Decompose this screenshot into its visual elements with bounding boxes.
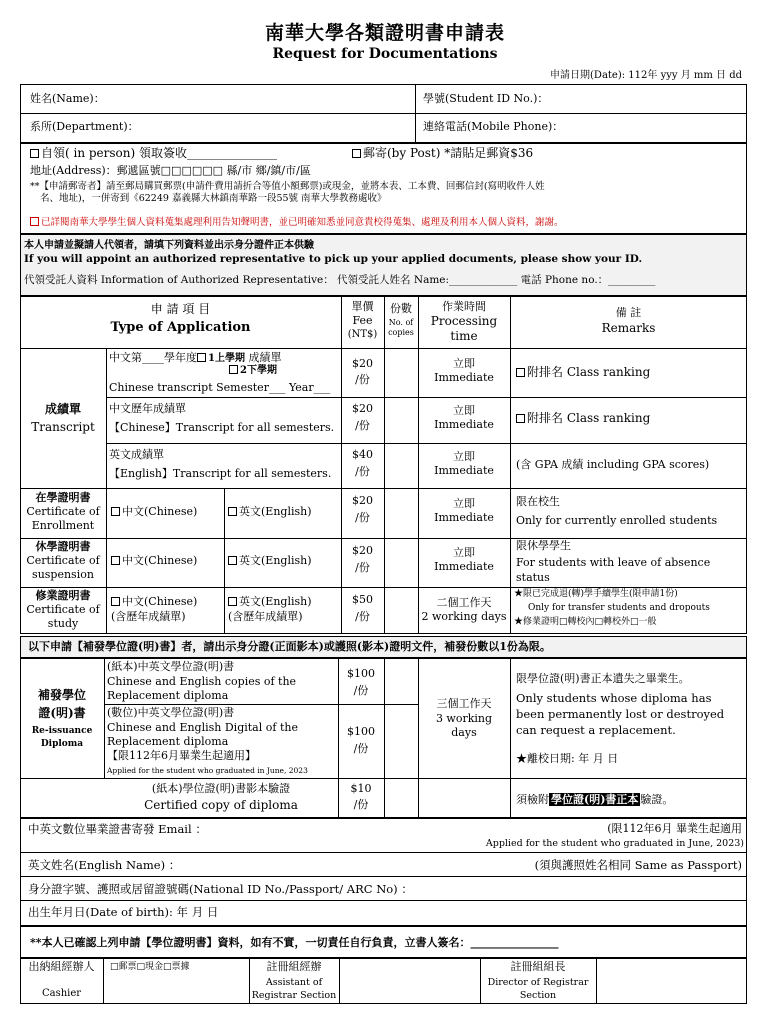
signature-field[interactable]: **本人已確認上列申請【學位證明書】資料，如有不實，一切責任自行負責，立書人簽名：________________ [30,936,559,949]
study-chinese-option[interactable]: 中文(Chinese) [111,595,197,609]
header-remarks-zh: 備 註 [615,306,642,319]
diploma-paper-en1: Chinese and English copies of the [107,675,297,688]
payment-method-options[interactable]: □郵票□現金□票據 [110,962,190,972]
study-label-zh: 修業證明書 [35,589,91,602]
assistant-label-zh: 註冊組經辦 [266,960,322,973]
transcript-english-time-zh: 立即 [453,450,475,463]
diploma-leave-date[interactable]: ★離校日期: 年 月 日 [516,752,619,765]
enrollment-time-zh: 立即 [453,497,475,510]
phone-field[interactable]: 連絡電話(Mobile Phone)： [423,120,564,133]
transcript-all-time-en: Immediate [434,418,494,431]
transcript-semester-option[interactable]: 中文第____學年度 1上學期 成績單 [109,351,282,364]
diploma-paper-fee: $100 [347,667,375,680]
english-name-field[interactable]: 英文姓名(English Name) ： [28,858,181,872]
study-label-en1: Certificate of [26,603,100,616]
cashier-label-en: Cashier [41,988,82,999]
enrollment-time-en: Immediate [434,511,494,524]
study-time-zh: 二個工作天 [436,596,492,609]
transcript-all-unit: /份 [355,419,370,432]
diploma-time-en1: 3 working [435,712,493,725]
transcript-all-time-zh: 立即 [453,404,475,417]
agent-note-en: If you will appoint an authorized representative to pick up your applied documents, please show your ID. [24,253,643,265]
transcript-semester-time-zh: 立即 [453,357,475,370]
diploma-digital-fee: $100 [347,725,375,738]
suspension-remark-zh: 限休學學生 [516,539,571,552]
diploma-remark-zh: 限學位證(明)書正本遺失之畢業生。 [516,672,690,685]
header-remarks-en: Remarks [601,321,656,335]
agent-info-field[interactable]: 代領受託人資料 Information of Authorized Representative： 代領受託人姓名 Name:_____________ 電話 Phone no.：_________ [24,274,656,286]
study-time-en: 2 working days [421,610,507,623]
diploma-copy-zh: (紙本)學位證(明)書影本驗證 [151,782,291,795]
diploma-remark-en3: can request a replacement. [516,723,676,737]
transcript-semester-unit: /份 [355,373,370,386]
diploma-digital-unit: /份 [353,742,369,755]
transcript-english-en: 【English】Transcript for all semesters. [109,467,332,480]
by-post-option[interactable]: 郵寄(by Post) *請貼足郵資$36 [352,146,533,161]
suspension-chinese-option[interactable]: 中文(Chinese) [111,554,197,568]
diploma-label-zh2: 證(明)書 [38,706,86,720]
diploma-digital-limit: 【限112年6月畢業生起適用】 [107,749,256,762]
diploma-copy-remark: 須檢附 學位證(明)書正本 驗證。 [516,793,674,806]
study-label-en2: study [47,617,79,630]
diploma-copy-en: Certified copy of diploma [144,798,298,812]
transcript-english-gpa: (含 GPA 成績 including GPA scores) [516,458,710,471]
email-note-en: Applied for the student who graduated in June, 2023) [485,838,744,849]
enrollment-label-en2: Enrollment [31,519,95,532]
suspension-label-en2: suspension [32,568,94,581]
transcript-semester-time-en: Immediate [434,371,494,384]
suspension-remark-en1: For students with leave of absence [516,556,711,569]
basic-info-box [20,84,747,144]
page-subtitle: Request for Documentations [272,46,498,62]
enrollment-label-zh: 在學證明書 [35,491,91,504]
enrollment-remark-zh: 限在校生 [516,495,560,508]
transcript-semester-ranking[interactable]: 附排名 Class ranking [516,365,650,380]
diploma-paper-en2: Replacement diploma [107,689,229,702]
director-label-zh: 註冊組組長 [510,960,566,973]
transcript-label-zh: 成績單 [44,402,81,416]
diploma-paper-unit: /份 [353,684,369,697]
department-field[interactable]: 系所(Department)： [30,120,139,133]
header-fee-en: Fee [352,314,373,327]
transcript-all-zh: 中文歷年成績單 [109,402,186,415]
transcript-all-fee: $20 [352,402,373,415]
student-id-field[interactable]: 學號(Student ID No.)： [423,92,549,105]
diploma-label-zh1: 補發學位 [37,688,86,702]
study-english-option[interactable]: 英文(English) [228,595,312,609]
assistant-label-en1: Assistant of [265,977,323,988]
transcript-english-zh: 英文成績單 [109,448,164,461]
diploma-notice: 以下申請【補發學位證(明)書】者，請出示身分證(正面影本)或護照(影本)證明文件，補發份數以1份為限。 [28,640,551,653]
header-type-en: Type of Application [110,320,251,335]
transcript-english-fee: $40 [352,448,373,461]
english-name-note: (須與護照姓名相同 Same as Passport) [534,858,742,872]
diploma-copy-fee: $10 [350,782,372,795]
suspension-remark-en2: status [516,571,550,584]
enrollment-fee: $20 [352,494,373,507]
transcript-english-time-en: Immediate [434,464,494,477]
suspension-time-zh: 立即 [453,546,475,559]
assistant-label-en2: Registrar Section [251,990,337,1001]
transcript-all-ranking[interactable]: 附排名 Class ranking [516,411,650,426]
suspension-english-option[interactable]: 英文(English) [228,554,312,568]
study-remark-1: ★限已完成退(轉)學手續學生(限申請1份) [514,589,678,599]
diploma-time-en2: days [451,726,477,739]
header-fee-unit: (NT$) [347,329,378,340]
diploma-paper-zh: (紙本)中英文學位證(明)書 [107,660,235,673]
transcript-semester-2[interactable]: 2下學期 [229,365,277,378]
suspension-label-zh: 休學證明書 [35,540,91,553]
post-note: **【申請郵寄者】請至郵局購買郵票(申請件費用請折合等值小額郵票)或現金，並將本表、工本費、回郵信封(寫明收件人姓 名、地址)，一併寄到《62249 嘉義縣大林鎮南華路一段55號 南華大學教務處收》 [30,181,545,204]
header-time-en: Processing time [430,314,498,343]
privacy-consent[interactable]: 已詳閱南華大學學生個人資料蒐集處理利用告知聲明書，並已明確知悉並同意貴校得蒐集、處理及利用本人個人資料，謝謝。 [30,217,564,229]
diploma-digital-en2: Replacement diploma [107,735,229,748]
study-fee: $50 [352,593,373,606]
enrollment-remark-en: Only for currently enrolled students [516,514,718,527]
diploma-digital-zh: (數位)中英文學位證(明)書 [107,706,235,719]
director-label-en1: Director of Registrar [487,977,589,988]
director-label-en2: Section [519,990,557,1001]
study-remark-2: Only for transfer students and dropouts [528,603,710,613]
enrollment-chinese-option[interactable]: 中文(Chinese) [111,505,197,519]
header-time-zh: 作業時間 [442,300,486,313]
in-person-option[interactable]: 自領( in person) 領取簽收_______________ [30,146,277,161]
application-date[interactable]: 申請日期(Date): 112年 yyy 月 mm 日 dd [550,70,742,81]
diploma-label-en2: Diploma [40,739,84,749]
study-chinese-note: (含歷年成績單) [111,610,186,623]
transcript-english-unit: /份 [355,465,370,478]
suspension-unit: /份 [355,561,370,574]
enrollment-label-en1: Certificate of [26,505,100,518]
suspension-time-en: Immediate [434,560,494,573]
national-id-field[interactable]: 身分證字號、護照或居留證號碼(National ID No./Passport/ ARC No) ： [28,882,413,896]
diploma-label-en1: Re-issuance [31,726,93,736]
header-copies-zh: 份數 [390,302,412,315]
header-copies-en: No. of copies [388,318,414,337]
diploma-digital-en1: Chinese and English Digital of the [107,721,298,734]
study-english-note: (含歷年成績單) [228,610,303,623]
cashier-label-zh: 出納組經辦人 [28,960,95,973]
name-field[interactable]: 姓名(Name)： [30,92,105,105]
diploma-copy-unit: /份 [353,798,369,811]
page-title: 南華大學各類證明書申請表 [264,22,505,44]
transcript-all-en: 【Chinese】Transcript for all semesters. [109,421,335,434]
address-field[interactable]: 地址(Address)：郵遞區號□□□□□□ 縣/市 鄉/鎮/市/區 [30,164,311,177]
suspension-fee: $20 [352,544,373,557]
birth-date-field[interactable]: 出生年月日(Date of birth): 年 月 日 [28,905,219,919]
diploma-remark-en2: been permanently lost or destroyed [516,707,725,721]
transcript-label-en: Transcript [31,420,95,434]
study-unit: /份 [355,610,370,623]
enrollment-unit: /份 [355,511,370,524]
header-fee-zh: 單價 [351,300,374,313]
suspension-label-en1: Certificate of [26,554,100,567]
diploma-digital-note: Applied for the student who graduated in June, 2023 [107,766,308,775]
email-note-zh: (限112年6月 畢業生起適用 [607,822,742,835]
diploma-time-zh: 三個工作天 [436,697,492,710]
transcript-semester-fee: $20 [352,357,373,370]
email-field[interactable]: 中英文數位畢業證書寄發 Email ： [28,822,207,836]
transcript-semester-en: Chinese transcript Semester___ Year___ [109,381,331,394]
study-transfer-options[interactable]: ★修業證明□轉校內□轉校外□一般 [514,617,657,627]
header-type-zh: 申 請 項 目 [150,302,211,316]
diploma-remark-en1: Only students whose diploma has [516,691,712,705]
enrollment-english-option[interactable]: 英文(English) [228,505,312,519]
agent-note-zh: 本人申請並擬請人代領者，請填下列資料並出示身分證件正本供驗 [24,240,314,251]
